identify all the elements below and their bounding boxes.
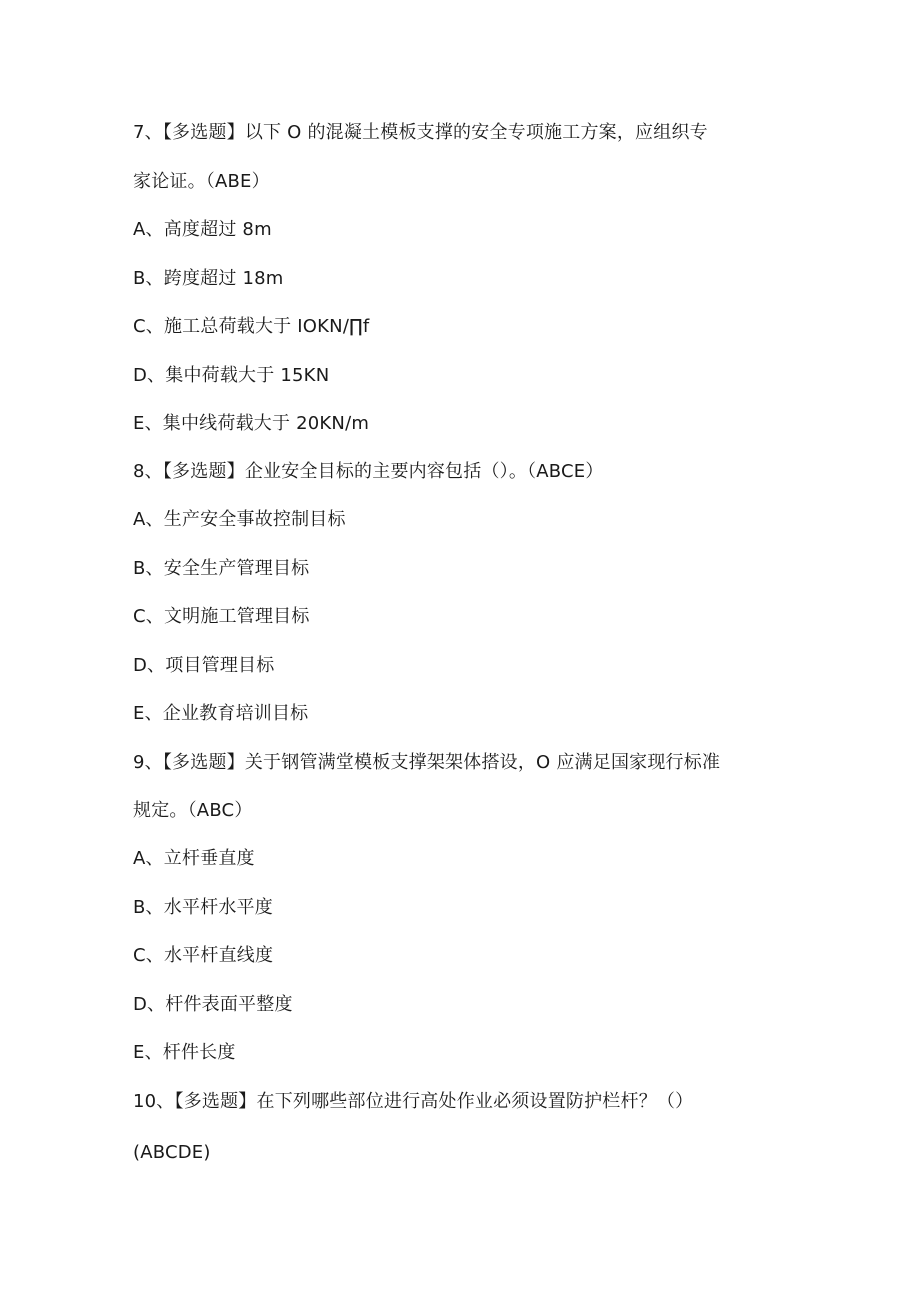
question-8-option-e: E、企业教育培训目标 <box>133 703 309 724</box>
question-9-option-e: E、杆件长度 <box>133 1042 236 1063</box>
question-8-option-c: C、文明施工管理目标 <box>133 606 310 627</box>
question-8-option-a: A、生产安全事故控制目标 <box>133 509 346 530</box>
question-9-option-a: A、立杆垂直度 <box>133 848 255 869</box>
question-7-option-d: D、集中荷载大于 15KN <box>133 365 330 386</box>
question-9-option-b: B、水平杆水平度 <box>133 897 273 918</box>
question-8-option-d: D、项目管理目标 <box>133 655 275 676</box>
question-7-option-a: A、高度超过 8m <box>133 219 272 240</box>
question-9-option-c: C、水平杆直线度 <box>133 945 274 966</box>
question-10-stem-line-1: 10、【多选题】在下列哪些部位进行高处作业必须设置防护栏杆？（） <box>133 1091 694 1112</box>
question-7-option-e: E、集中线荷载大于 20KN∕m <box>133 413 370 434</box>
question-8-option-b: B、安全生产管理目标 <box>133 558 310 579</box>
question-9-option-d: D、杆件表面平整度 <box>133 994 293 1015</box>
question-8-stem-line-1: 8、【多选题】企业安全目标的主要内容包括（）。（ABCE） <box>133 461 604 482</box>
question-7-stem-line-1: 7、【多选题】以下 O 的混凝土模板支撑的安全专项施工方案，应组织专 <box>133 122 708 143</box>
question-7-option-b: B、跨度超过 18m <box>133 268 284 289</box>
question-9-stem-line-1: 9、【多选题】关于钢管满堂模板支撑架架体搭设，O 应满足国家现行标准 <box>133 752 721 773</box>
question-10-stem-line-2: (ABCDE) <box>133 1142 211 1163</box>
question-7-option-c: C、施工总荷载大于 IOKN∕∏f <box>133 316 370 337</box>
question-9-stem-line-2: 规定。（ABC） <box>133 800 253 821</box>
question-7-stem-line-2: 家论证。（ABE） <box>133 171 270 192</box>
